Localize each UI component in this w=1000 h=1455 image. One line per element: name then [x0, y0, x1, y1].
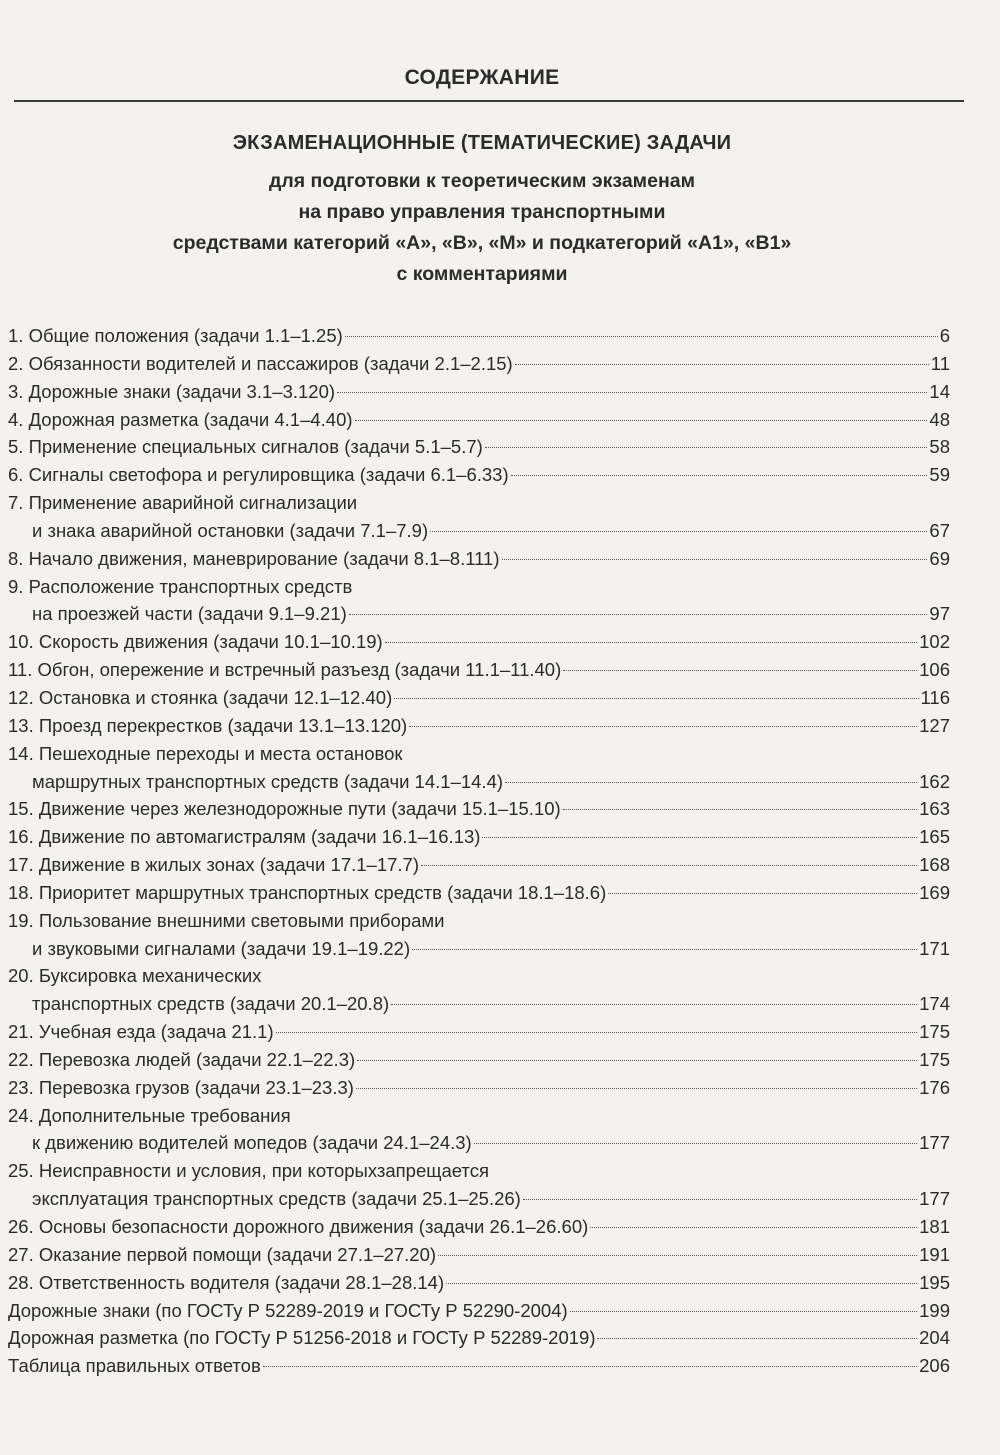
- toc-entry[interactable]: [8, 879, 950, 907]
- toc-entry-title: 17. Движение в жилых зонах (задачи 17.1–17.7): [8, 854, 419, 876]
- toc-entry-line: [8, 600, 950, 628]
- toc-page-number: 177: [919, 1132, 950, 1154]
- toc-page-number: 177: [919, 1188, 950, 1210]
- toc-page-number: 168: [919, 854, 950, 876]
- toc-page-number: 69: [929, 547, 950, 569]
- toc-entry-line: [8, 628, 950, 656]
- toc-entry-line: [8, 461, 950, 489]
- toc-entry-line: [8, 935, 950, 963]
- toc-entry-title: 20. Буксировка механических: [8, 965, 262, 987]
- toc-entry-title-continued: к движению водителей мопедов (задачи 24.1–24.3): [32, 1132, 472, 1154]
- toc-entry-line: [8, 879, 950, 907]
- toc-entry-title: 28. Ответственность водителя (задачи 28.1–28.14): [8, 1271, 445, 1293]
- dot-leader: [421, 865, 917, 866]
- dot-leader: [385, 642, 917, 643]
- toc-entry-line: [8, 1074, 950, 1102]
- dot-leader: [263, 1366, 917, 1367]
- toc-entry[interactable]: [8, 712, 950, 740]
- dot-leader: [505, 782, 917, 783]
- toc-entry-title: 2. Обязанности водителей и пассажиров (задачи 2.1–2.15): [8, 352, 513, 374]
- toc-entry-title: 18. Приоритет маршрутных транспортных средств (задачи 18.1–18.6): [8, 881, 607, 903]
- dot-leader: [356, 1088, 917, 1089]
- toc-entry-line: [8, 656, 950, 684]
- toc-page-number: 97: [929, 603, 950, 625]
- toc-entry-line: [8, 1102, 950, 1130]
- toc-entry[interactable]: [8, 489, 950, 545]
- toc-entry-line: [8, 851, 950, 879]
- toc-page-number: 204: [919, 1327, 950, 1349]
- toc-entry-title-continued: и знака аварийной остановки (задачи 7.1–7.9): [32, 519, 429, 541]
- toc-entry-line: [8, 1157, 950, 1185]
- toc-page-number: 206: [919, 1355, 950, 1377]
- toc-entry-title: 4. Дорожная разметка (задачи 4.1–4.40): [8, 408, 353, 430]
- toc-entry[interactable]: [8, 628, 950, 656]
- toc-entry-title: 22. Перевозка людей (задачи 22.1–22.3): [8, 1048, 356, 1070]
- toc-entry[interactable]: [8, 1324, 950, 1352]
- dot-leader: [523, 1199, 917, 1200]
- toc-entry-title: 9. Расположение транспортных средств: [8, 575, 353, 597]
- toc-entry-title: 10. Скорость движения (задачи 10.1–10.19): [8, 631, 383, 653]
- toc-page-number: 67: [929, 519, 950, 541]
- toc-entry-title-continued: на проезжей части (задачи 9.1–9.21): [32, 603, 347, 625]
- toc-page-number: 175: [919, 1048, 950, 1070]
- toc-page-number: 171: [919, 937, 950, 959]
- toc-entry[interactable]: [8, 322, 950, 350]
- toc-entry[interactable]: [8, 1297, 950, 1325]
- toc-entry[interactable]: [8, 350, 950, 378]
- dot-leader: [409, 726, 917, 727]
- toc-page-number: 59: [929, 464, 950, 486]
- toc-entry-title: 14. Пешеходные переходы и места остановок: [8, 742, 403, 764]
- toc-entry-line: [8, 573, 950, 601]
- dot-leader: [511, 475, 928, 476]
- toc-page-number: 191: [919, 1243, 950, 1265]
- toc-entry[interactable]: [8, 740, 950, 796]
- dot-leader: [391, 1004, 917, 1005]
- dot-leader: [482, 837, 917, 838]
- subtitle-line-3: средствами категорий «А», «В», «М» и подкатегорий «А1», «В1»: [172, 232, 792, 254]
- toc-page-number: 162: [919, 770, 950, 792]
- toc-entry-title: 12. Остановка и стоянка (задачи 12.1–12.40): [8, 686, 393, 708]
- toc-entry[interactable]: [8, 823, 950, 851]
- toc-entry-line: [8, 1046, 950, 1074]
- toc-entry[interactable]: [8, 1046, 950, 1074]
- dot-leader: [446, 1283, 917, 1284]
- toc-page-number: 11: [930, 352, 950, 374]
- dot-leader: [590, 1227, 917, 1228]
- dot-leader: [276, 1032, 918, 1033]
- toc-entry[interactable]: [8, 461, 950, 489]
- toc-entry-title: 1. Общие положения (задачи 1.1–1.25): [8, 325, 343, 346]
- toc-entry-title: 26. Основы безопасности дорожного движения (задачи 26.1–26.60): [8, 1216, 589, 1237]
- toc-entry[interactable]: [8, 907, 950, 963]
- toc-entry-line: [8, 545, 950, 573]
- toc-entry-line: [8, 433, 950, 461]
- dot-leader: [345, 336, 938, 337]
- dot-leader: [515, 364, 929, 365]
- dot-leader: [608, 893, 917, 894]
- dot-leader: [357, 1060, 917, 1061]
- toc-entry[interactable]: [8, 1213, 950, 1241]
- toc-entry[interactable]: [8, 851, 950, 879]
- toc-entry[interactable]: [8, 406, 950, 434]
- dot-leader: [474, 1143, 917, 1144]
- toc-entry-line: [8, 406, 950, 434]
- toc-entry-title: 21. Учебная езда (задача 21.1): [8, 1021, 274, 1043]
- toc-entry[interactable]: [8, 1102, 950, 1158]
- toc-page-number: 58: [929, 436, 950, 458]
- toc-entry-title: 23. Перевозка грузов (задачи 23.1–23.3): [8, 1076, 354, 1098]
- toc-page-number: 106: [919, 659, 950, 681]
- toc-entry-title: Дорожные знаки (по ГОСТу Р 52289-2019 и ГОСТу Р 52290-2004): [8, 1299, 568, 1321]
- toc-page-number: 127: [919, 714, 950, 736]
- dot-leader: [412, 949, 917, 950]
- dot-leader: [502, 559, 928, 560]
- toc-entry-line: [8, 1297, 950, 1325]
- toc-entry-line: [8, 1269, 950, 1297]
- dot-leader: [570, 1311, 917, 1312]
- toc-entry-title: 19. Пользование внешними световыми приборами: [8, 909, 445, 931]
- toc-entry-line: [8, 489, 950, 517]
- dot-leader: [597, 1338, 917, 1339]
- toc-entry-title-continued: эксплуатация транспортных средств (задачи 25.1–25.26): [32, 1188, 521, 1210]
- toc-entry-title: 24. Дополнительные требования: [8, 1104, 291, 1126]
- toc-entry-line: [8, 517, 950, 545]
- toc-entry-title-continued: маршрутных транспортных средств (задачи 14.1–14.4): [32, 770, 504, 792]
- toc-entry[interactable]: [8, 378, 950, 406]
- toc-entry[interactable]: [8, 684, 950, 712]
- dot-leader: [563, 670, 917, 671]
- main-title: ЭКЗАМЕНАЦИОННЫЕ (ТЕМАТИЧЕСКИЕ) ЗАДАЧИ: [232, 132, 732, 154]
- toc-entry-line: [8, 350, 950, 378]
- toc-entry-title-continued: и звуковыми сигналами (задачи 19.1–19.22): [32, 937, 411, 959]
- toc-page-number: 14: [929, 380, 950, 402]
- toc-entry[interactable]: [8, 545, 950, 573]
- toc-page-number: 195: [919, 1271, 950, 1293]
- dot-leader: [485, 447, 928, 448]
- toc-entry[interactable]: [8, 656, 950, 684]
- toc-entry-line: [8, 1018, 950, 1046]
- toc-entry-title: 25. Неисправности и условия, при которыхзапрещается: [8, 1160, 489, 1182]
- toc-entry-line: [8, 990, 950, 1018]
- toc-entry[interactable]: [8, 1269, 950, 1297]
- toc-entry[interactable]: [8, 1074, 950, 1102]
- dot-leader: [355, 420, 928, 421]
- toc-entry-line: [8, 740, 950, 768]
- toc-entry-title: 15. Движение через железнодорожные пути (задачи 15.1–15.10): [8, 798, 561, 820]
- toc-page-number: 175: [919, 1021, 950, 1043]
- dot-leader: [430, 531, 927, 532]
- dot-leader: [563, 809, 917, 810]
- toc-page-number: 6: [939, 325, 950, 346]
- toc-entry[interactable]: [8, 962, 950, 1018]
- toc-entry-line: [8, 1213, 950, 1241]
- toc-entry-title-continued: транспортных средств (задачи 20.1–20.8): [32, 993, 390, 1015]
- toc-page-number: 174: [919, 993, 950, 1015]
- toc-entry-line: [8, 322, 950, 350]
- table-of-contents: [8, 322, 950, 1380]
- toc-page-number: 165: [919, 826, 950, 848]
- toc-entry-title: 11. Обгон, опережение и встречный разъезд (задачи 11.1–11.40): [8, 659, 562, 681]
- toc-entry-title: 5. Применение специальных сигналов (задачи 5.1–5.7): [8, 436, 483, 458]
- toc-entry-line: [8, 1241, 950, 1269]
- subtitle-line-1: для подготовки к теоретическим экзаменам: [268, 170, 695, 192]
- toc-entry-title: Таблица правильных ответов: [8, 1355, 261, 1377]
- toc-entry[interactable]: [8, 1018, 950, 1046]
- toc-entry[interactable]: [8, 433, 950, 461]
- toc-page-number: 181: [919, 1216, 950, 1237]
- toc-entry-title: 3. Дорожные знаки (задачи 3.1–3.120): [8, 380, 336, 402]
- heading-divider: [14, 100, 964, 102]
- toc-entry-line: [8, 1352, 950, 1380]
- toc-entry-title: 13. Проезд перекрестков (задачи 13.1–13.120): [8, 714, 408, 736]
- toc-entry-line: [8, 795, 950, 823]
- toc-entry-title: Дорожная разметка (по ГОСТу Р 51256-2018 и ГОСТу Р 52289-2019): [8, 1327, 596, 1349]
- dot-leader: [394, 698, 918, 699]
- toc-entry-line: [8, 684, 950, 712]
- toc-page-number: 116: [920, 686, 950, 708]
- toc-entry[interactable]: [8, 573, 950, 629]
- toc-page-number: 102: [919, 631, 950, 653]
- dot-leader: [349, 614, 928, 615]
- toc-entry-line: [8, 823, 950, 851]
- toc-entry-title: 6. Сигналы светофора и регулировщика (задачи 6.1–6.33): [8, 464, 509, 486]
- toc-entry-line: [8, 1129, 950, 1157]
- toc-entry-line: [8, 378, 950, 406]
- toc-entry-line: [8, 907, 950, 935]
- toc-entry[interactable]: [8, 795, 950, 823]
- toc-entry-line: [8, 1324, 950, 1352]
- toc-entry-line: [8, 1185, 950, 1213]
- toc-entry-title: 27. Оказание первой помощи (задачи 27.1–27.20): [8, 1243, 437, 1265]
- subtitle-line-4: с комментариями: [396, 263, 568, 285]
- toc-entry-title: 16. Движение по автомагистралям (задачи 16.1–16.13): [8, 826, 481, 848]
- subtitle-line-2: на право управления транспортными: [298, 201, 666, 223]
- toc-heading: СОДЕРЖАНИЕ: [404, 66, 560, 89]
- toc-page-number: 163: [919, 798, 950, 820]
- dot-leader: [337, 392, 927, 393]
- toc-entry-title: 7. Применение аварийной сигнализации: [8, 492, 358, 514]
- toc-entry-line: [8, 712, 950, 740]
- dot-leader: [438, 1255, 917, 1256]
- toc-entry[interactable]: [8, 1241, 950, 1269]
- toc-page-number: 48: [929, 408, 950, 430]
- toc-entry[interactable]: [8, 1352, 950, 1380]
- toc-entry-line: [8, 768, 950, 796]
- toc-entry-line: [8, 962, 950, 990]
- toc-entry-title: 8. Начало движения, маневрирование (задачи 8.1–8.111): [8, 547, 500, 569]
- toc-page-number: 199: [919, 1299, 950, 1321]
- toc-page-number: 176: [919, 1076, 950, 1098]
- toc-page-number: 169: [919, 881, 950, 903]
- toc-entry[interactable]: [8, 1157, 950, 1213]
